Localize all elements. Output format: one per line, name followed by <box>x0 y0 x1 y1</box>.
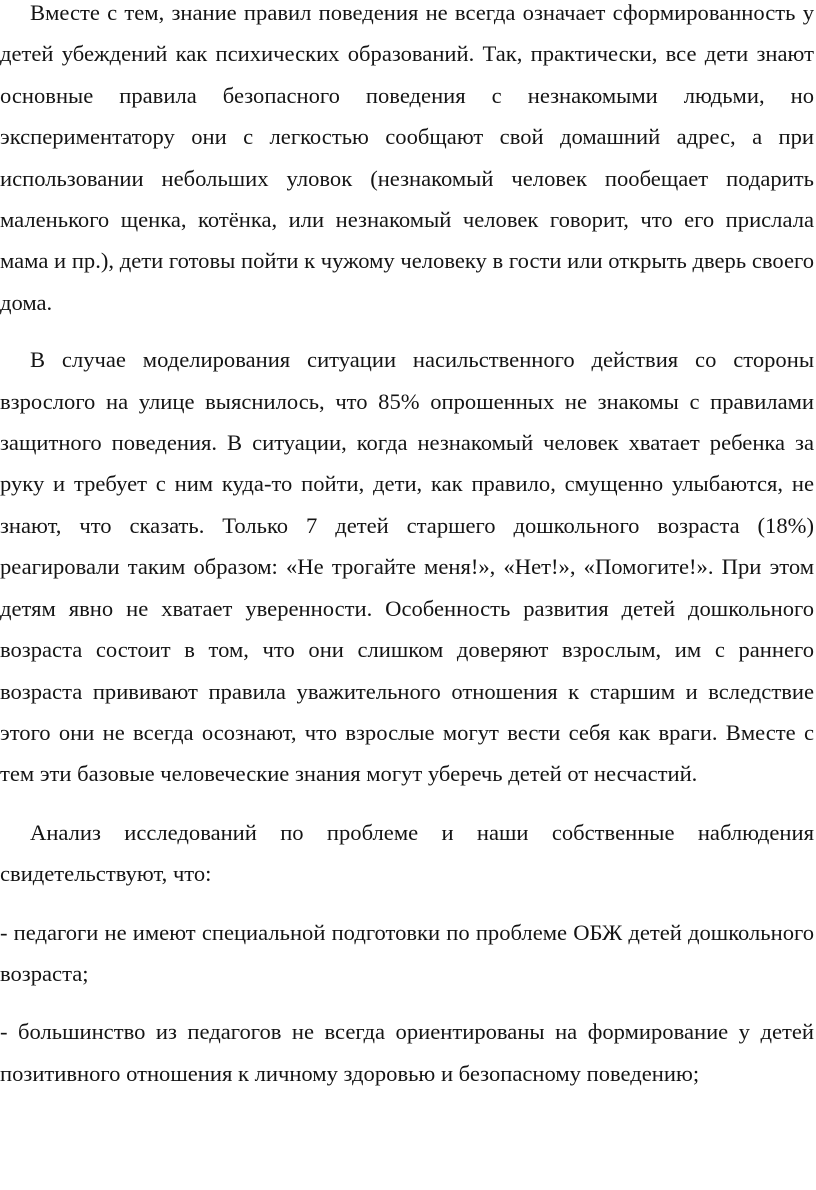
list-item-teachers-no-training: - педагоги не имеют специальной подготовки по проблеме ОБЖ детей дошкольного возраста; <box>0 919 814 986</box>
paragraph-knowledge-of-rules: Вместе с тем, знание правил поведения не всегда означает сформированность у детей убеждений как психических образований. Так, практически, все дети знают основные правила безопасного поведения с незнакомыми людьми, но экспериментатору они с легкостью сообщают свой домашний адрес, а при использовании небольших уловок (незнакомый человек пообещает подарить маленького щенка, котёнка, или незнакомый человек говорит, что его прислала мама и пр.), дети готовы пойти к чужому человеку в гости или открыть дверь своего дома. <box>0 0 814 315</box>
paragraph-violent-situation-study: В случае моделирования ситуации насильственного действия со стороны взрослого на улице выяснилось, что 85% опрошенных не знакомы с правилами защитного поведения. В ситуации, когда незнакомый человек хватает ребенка за руку и требует с ним куда-то пойти, дети, как правило, смущенно улыбаются, не знают, что сказать. Только 7 детей старшего дошкольного возраста (18%) реагировали таким образом: «Не трогайте меня!», «Нет!», «Помогите!». При этом детям явно не хватает уверенности. Особенность развития детей дошкольного возраста состоит в том, что они слишком доверяют взрослым, им с раннего возраста прививают правила уважительного отношения к старшим и вследствие этого они не всегда осознают, что взрослые могут вести себя как враги. Вместе с тем эти базовые человеческие знания могут уберечь детей от несчастий. <box>0 347 814 787</box>
list-item-teachers-not-oriented: - большинство из педагогов не всегда ориентированы на формирование у детей позитивного отношения к личному здоровью и безопасному поведению; <box>0 1019 814 1086</box>
paragraph-analysis-intro: Анализ исследований по проблеме и наши собственные наблюдения свидетельствуют, что: <box>0 819 814 887</box>
